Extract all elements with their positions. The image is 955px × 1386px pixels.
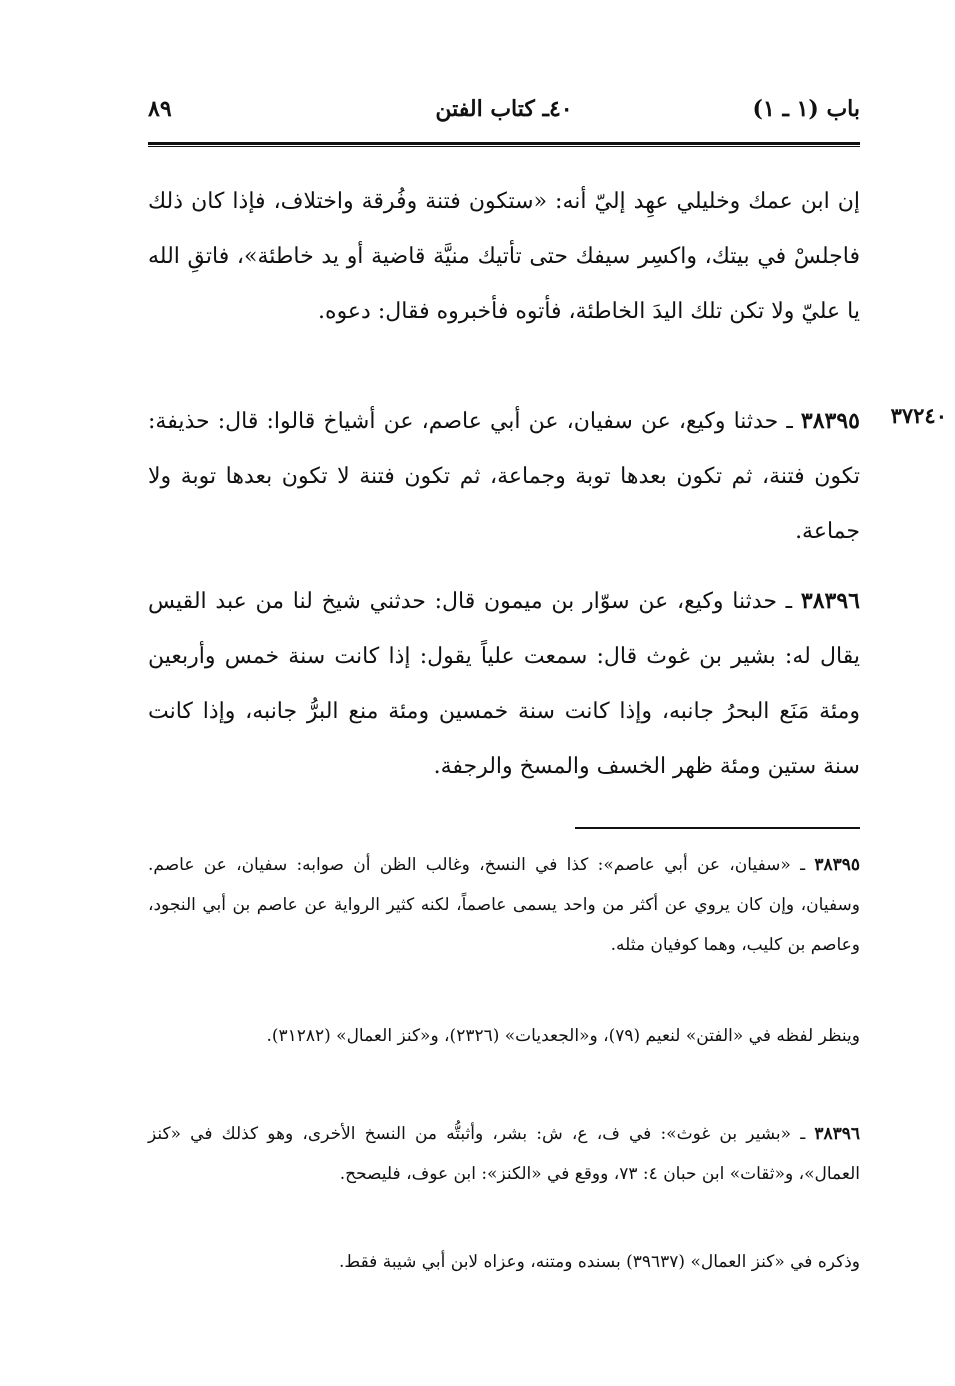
header-rule: [148, 142, 860, 145]
book-title: ٤٠ـ كتاب الفتن: [435, 96, 573, 122]
footnote-38396-references: وذكره في «كنز العمال» (٣٩٦٣٧) بسنده ومتنه، وعزاه لابن أبي شيبة فقط.: [339, 1252, 860, 1272]
hadith-38395: [148, 394, 860, 559]
hadith-text: ـ حدثنا وكيع، عن سوّار بن ميمون قال: حدثني شيخ لنا من عبد القيس يقال له: بشير بن غوث قال: سمعت علياً يقول: إذا كانت سنة خمس وأربعين ومئة مَنَع البحرُ جانبه، وإذا كانت سنة خمسين ومئة منع البرُّ جانبه، وإذا كانت سنة ستين ومئة ظهر الخسف والمسخ والرجفة.: [148, 589, 860, 779]
footnote-number: ٣٨٣٩٦: [814, 1124, 860, 1144]
footnote-text: ـ «سفيان، عن أبي عاصم»: كذا في النسخ، وغالب الظن أن صوابه: سفيان، عن عاصم. وسفيان، وإن كان يروي عن أكثر من واحد يسمى عاصماً، لكنه كثير الرواية عن عاصم بن أبي النجود، وعاصم بن كليب، وهما كوفيان مثله.: [148, 855, 860, 955]
footnote-number: ٣٨٣٩٥: [814, 855, 860, 875]
footnote-separator: [575, 827, 860, 829]
hadith-text: ـ حدثنا وكيع، عن سفيان، عن أبي عاصم، عن أشياخ قالوا: قال: حذيفة: تكون فتنة، ثم تكون بعدها توبة وجماعة، ثم تكون فتنة لا تكون بعدها توبة ولا جماعة.: [148, 409, 860, 544]
footnote-38395: [148, 845, 860, 965]
hadith-number: ٣٨٣٩٥: [800, 408, 860, 434]
chapter-label: باب (١ ـ ١): [752, 96, 860, 122]
footnote-38396: [148, 1114, 860, 1194]
footnote-38395-references: وينظر لفظه في «الفتن» لنعيم (٧٩)، و«الجعديات» (٢٣٢٦)، و«كنز العمال» (٣١٢٨٢).: [266, 1026, 860, 1046]
page-number: ٨٩: [148, 96, 172, 122]
hadith-number: ٣٨٣٩٦: [800, 588, 860, 614]
margin-hadith-number: ٣٧٢٤٠: [890, 403, 947, 428]
running-header: [148, 92, 860, 132]
footnote-text: ـ «بشير بن غوث»: في ف، ع، ش: بشر، وأثبتُّه من النسخ الأخرى، وهو كذلك في «كنز العمال»، و«ثقات» ابن حبان ٤: ٧٣، ووقع في «الكنز»: ابن عوف، فليصحح.: [148, 1124, 860, 1184]
paragraph-continuation: إن ابن عمك وخليلي عهِد إليّ أنه: «ستكون فتنة وفُرقة واختلاف، فإذا كان ذلك فاجلسْ في بيتك، واكسِر سيفك حتى تأتيك منيَّة قاضية أو يد خاطئة»، فاتقِ الله يا عليّ ولا تكن تلك اليدَ الخاطئة، فأتوه فأخبروه فقال: دعوه.: [148, 189, 860, 324]
header-rule-thin: [148, 146, 860, 147]
hadith-38396: [148, 574, 860, 794]
